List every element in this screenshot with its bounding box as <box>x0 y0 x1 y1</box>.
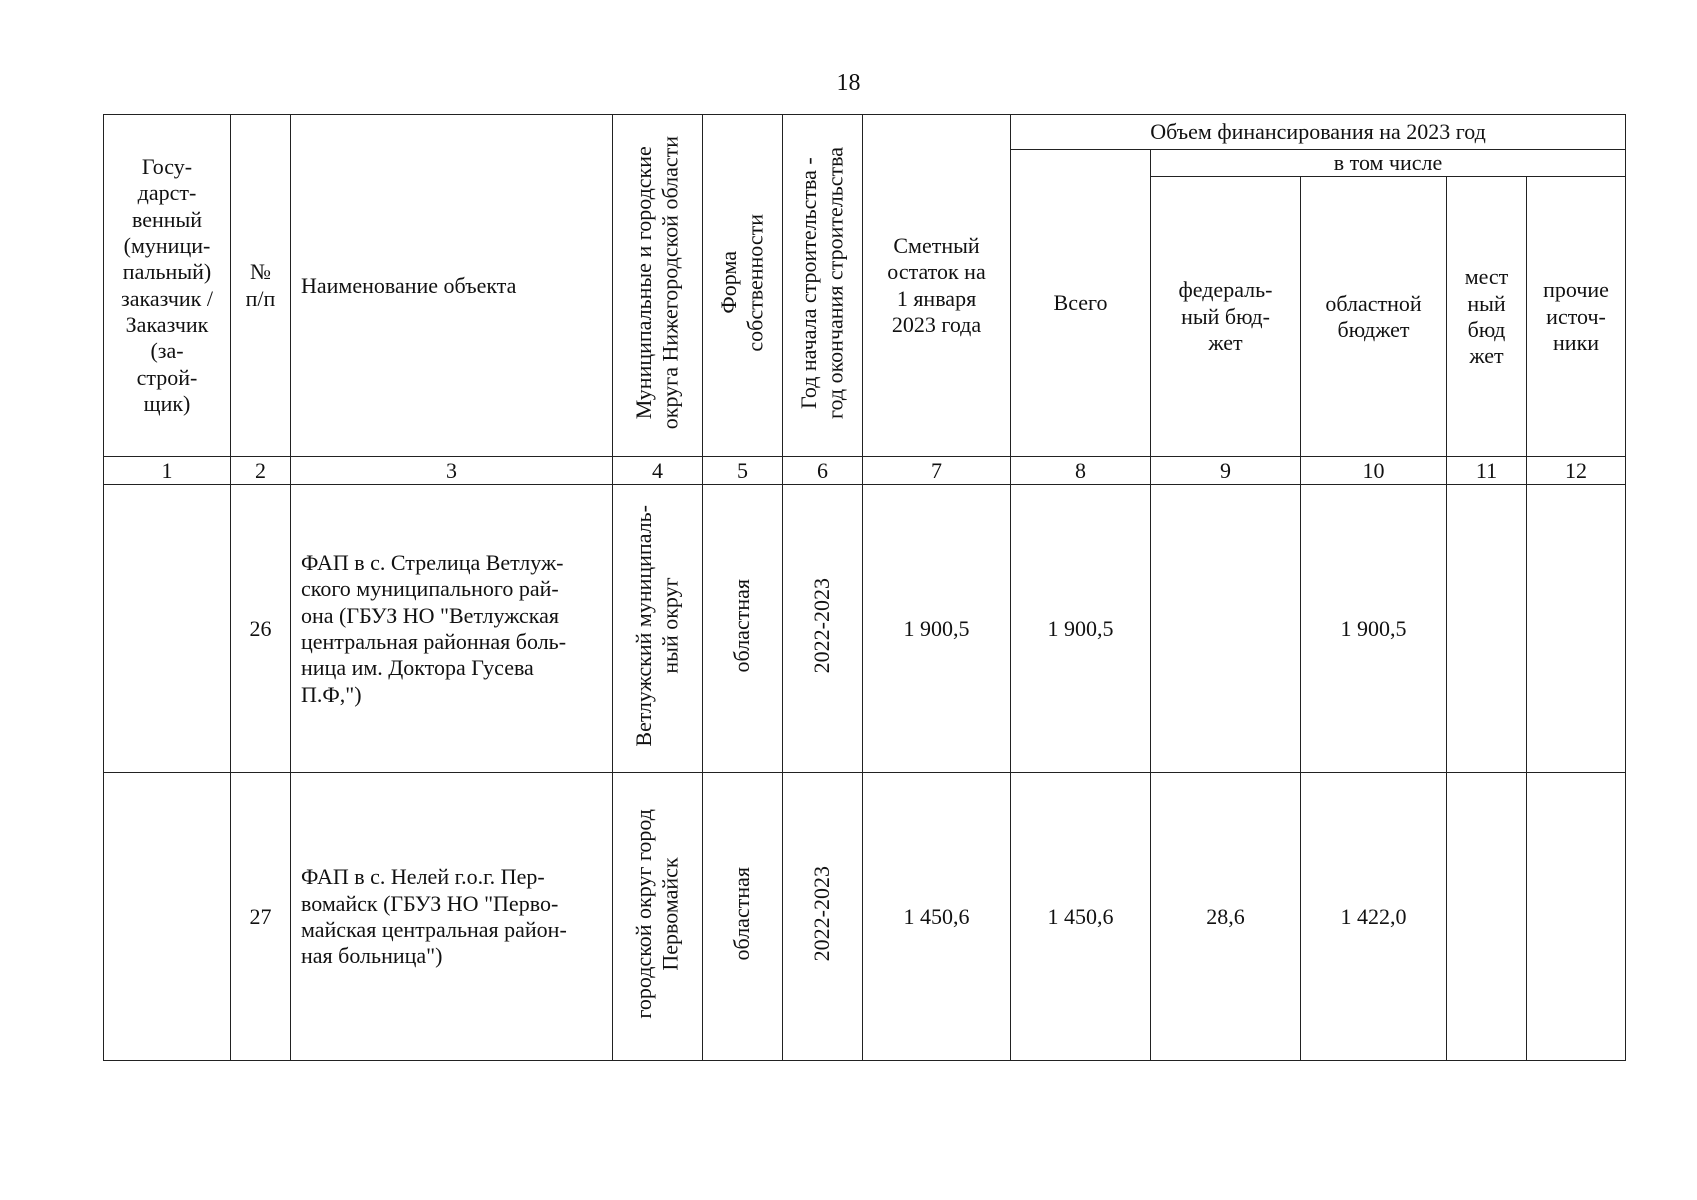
header-customer: Госу- дарст- венный (муници- пальный) заказчик / Заказчик (за- строй- щик) <box>104 115 231 457</box>
column-index: 8 <box>1011 457 1151 485</box>
header-number: № п/п <box>231 115 291 457</box>
cell-ownership: областная <box>703 773 783 1061</box>
cell-total: 1 900,5 <box>1011 485 1151 773</box>
header-other-sources: прочие источ- ники <box>1527 177 1626 457</box>
cell-regional: 1 422,0 <box>1301 773 1447 1061</box>
header-regional-budget: областной бюджет <box>1301 177 1447 457</box>
column-index: 5 <box>703 457 783 485</box>
header-years: Год начала строительства - год окончания строительства <box>783 115 863 457</box>
cell-local <box>1447 773 1527 1061</box>
cell-other <box>1527 773 1626 1061</box>
funding-table <box>103 114 1626 1061</box>
header-funding-volume: Объем финансирования на 2023 год <box>1011 115 1626 150</box>
cell-years: 2022-2023 <box>783 485 863 773</box>
column-index: 4 <box>613 457 703 485</box>
header-total: Всего <box>1011 150 1151 457</box>
cell-local <box>1447 485 1527 773</box>
column-index: 11 <box>1447 457 1527 485</box>
column-index: 1 <box>104 457 231 485</box>
cell-years: 2022-2023 <box>783 773 863 1061</box>
header-ownership: Форма собственности <box>703 115 783 457</box>
header-estimate-remainder: Сметный остаток на 1 января 2023 года <box>863 115 1011 457</box>
table-row <box>104 485 1626 773</box>
cell-customer <box>104 485 231 773</box>
column-index-row <box>104 457 1626 485</box>
cell-object-name: ФАП в с. Стрелица Ветлуж- ского муниципального рай- она (ГБУЗ НО "Ветлужская центральная районная боль- ница им. Доктора Гусева П.Ф,") <box>291 485 613 773</box>
cell-federal: 28,6 <box>1151 773 1301 1061</box>
column-index: 7 <box>863 457 1011 485</box>
header-federal-budget: федераль- ный бюд- жет <box>1151 177 1301 457</box>
cell-other <box>1527 485 1626 773</box>
column-index: 3 <box>291 457 613 485</box>
cell-object-name: ФАП в с. Нелей г.о.г. Пер- вомайск (ГБУЗ НО "Перво- майская центральная район- ная больница") <box>291 773 613 1061</box>
cell-number: 26 <box>231 485 291 773</box>
header-local-budget: мест ный бюд жет <box>1447 177 1527 457</box>
column-index: 10 <box>1301 457 1447 485</box>
cell-customer <box>104 773 231 1061</box>
cell-estimate-remainder: 1 900,5 <box>863 485 1011 773</box>
page-number: 18 <box>836 70 861 96</box>
column-index: 12 <box>1527 457 1626 485</box>
cell-federal <box>1151 485 1301 773</box>
column-index: 9 <box>1151 457 1301 485</box>
table-row <box>104 773 1626 1061</box>
column-index: 2 <box>231 457 291 485</box>
header-including: в том числе <box>1151 150 1626 177</box>
cell-estimate-remainder: 1 450,6 <box>863 773 1011 1061</box>
cell-number: 27 <box>231 773 291 1061</box>
cell-regional: 1 900,5 <box>1301 485 1447 773</box>
header-district: Муниципальные и городские округа Нижегородской области <box>613 115 703 457</box>
column-index: 6 <box>783 457 863 485</box>
cell-total: 1 450,6 <box>1011 773 1151 1061</box>
cell-ownership: областная <box>703 485 783 773</box>
cell-district: Ветлужский муниципаль- ный округ <box>613 485 703 773</box>
cell-district: городской округ город Первомайск <box>613 773 703 1061</box>
header-object-name: Наименование объекта <box>291 115 613 457</box>
